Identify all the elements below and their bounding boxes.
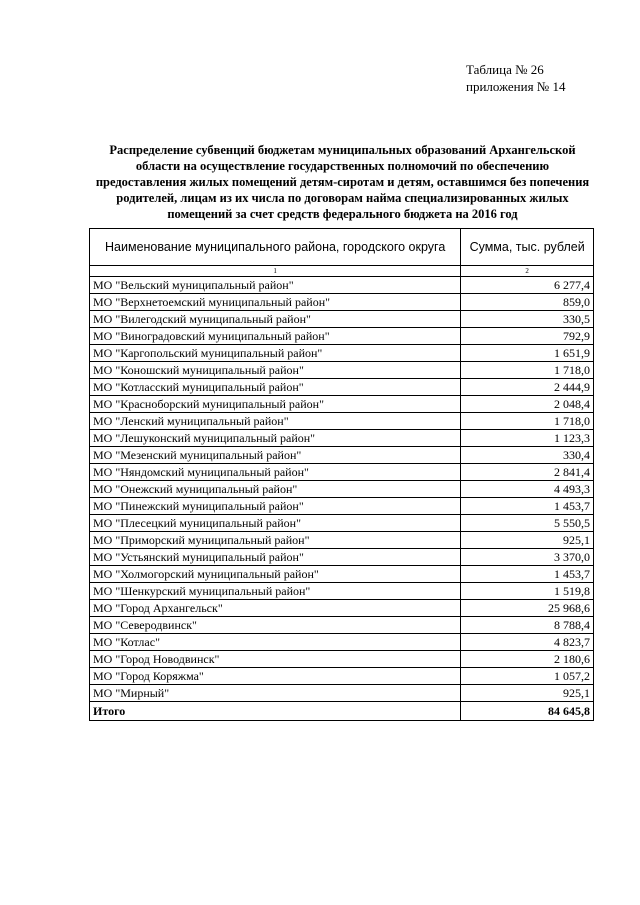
row-sum: 792,9 — [461, 328, 594, 345]
table-row — [90, 379, 594, 396]
row-name: МО "Котласский муниципальный район" — [90, 379, 461, 396]
row-name: МО "Лешуконский муниципальный район" — [90, 430, 461, 447]
row-sum: 2 180,6 — [461, 651, 594, 668]
row-sum: 1 519,8 — [461, 583, 594, 600]
row-name: МО "Няндомский муниципальный район" — [90, 464, 461, 481]
table-row — [90, 549, 594, 566]
row-sum: 1 057,2 — [461, 668, 594, 685]
row-sum: 925,1 — [461, 685, 594, 702]
row-sum: 330,4 — [461, 447, 594, 464]
table-row — [90, 464, 594, 481]
row-name: МО "Плесецкий муниципальный район" — [90, 515, 461, 532]
row-name: МО "Холмогорский муниципальный район" — [90, 566, 461, 583]
subvention-table — [89, 228, 594, 721]
row-name: МО "Ленский муниципальный район" — [90, 413, 461, 430]
table-row — [90, 617, 594, 634]
row-sum: 8 788,4 — [461, 617, 594, 634]
appendix-label: приложения № 14 — [466, 79, 566, 94]
row-sum: 4 493,3 — [461, 481, 594, 498]
table-row — [90, 583, 594, 600]
table-row — [90, 515, 594, 532]
row-name: МО "Красноборский муниципальный район" — [90, 396, 461, 413]
row-sum: 859,0 — [461, 294, 594, 311]
row-sum: 1 651,9 — [461, 345, 594, 362]
row-name: МО "Верхнетоемский муниципальный район" — [90, 294, 461, 311]
row-name: МО "Виноградовский муниципальный район" — [90, 328, 461, 345]
row-sum: 2 841,4 — [461, 464, 594, 481]
table-row — [90, 447, 594, 464]
total-row — [90, 702, 594, 721]
column-number-row — [90, 266, 594, 277]
row-name: МО "Котлас" — [90, 634, 461, 651]
col-name-header: Наименование муниципального района, городского округа — [90, 229, 461, 266]
row-sum: 3 370,0 — [461, 549, 594, 566]
total-sum: 84 645,8 — [461, 702, 594, 721]
table-row — [90, 566, 594, 583]
table-row — [90, 668, 594, 685]
row-sum: 1 453,7 — [461, 566, 594, 583]
row-name: МО "Вельский муниципальный район" — [90, 277, 461, 294]
table-header-row — [90, 229, 594, 266]
row-sum: 25 968,6 — [461, 600, 594, 617]
row-name: МО "Вилегодский муниципальный район" — [90, 311, 461, 328]
table-row — [90, 345, 594, 362]
table-row — [90, 311, 594, 328]
table-row — [90, 277, 594, 294]
row-name: МО "Мирный" — [90, 685, 461, 702]
row-sum: 1 718,0 — [461, 413, 594, 430]
col-sum-header: Сумма, тыс. рублей — [461, 229, 594, 266]
row-sum: 330,5 — [461, 311, 594, 328]
row-name: МО "Каргопольский муниципальный район" — [90, 345, 461, 362]
row-name: МО "Онежский муниципальный район" — [90, 481, 461, 498]
table-row — [90, 532, 594, 549]
row-name: МО "Шенкурский муниципальный район" — [90, 583, 461, 600]
table-row — [90, 294, 594, 311]
table-reference — [466, 61, 565, 95]
row-name: МО "Устьянский муниципальный район" — [90, 549, 461, 566]
row-sum: 5 550,5 — [461, 515, 594, 532]
row-name: МО "Город Архангельск" — [90, 600, 461, 617]
table-row — [90, 362, 594, 379]
row-sum: 1 453,7 — [461, 498, 594, 515]
table-row — [90, 328, 594, 345]
table-row — [90, 430, 594, 447]
row-sum: 1 123,3 — [461, 430, 594, 447]
table-number-label: Таблица № 26 — [466, 62, 544, 77]
row-sum: 1 718,0 — [461, 362, 594, 379]
row-name: МО "Пинежский муниципальный район" — [90, 498, 461, 515]
row-sum: 4 823,7 — [461, 634, 594, 651]
row-sum: 2 048,4 — [461, 396, 594, 413]
col-sum-number: 2 — [461, 266, 594, 277]
row-sum: 925,1 — [461, 532, 594, 549]
table-row — [90, 651, 594, 668]
col-name-number: 1 — [90, 266, 461, 277]
row-name: МО "Город Коряжма" — [90, 668, 461, 685]
row-sum: 6 277,4 — [461, 277, 594, 294]
row-name: МО "Город Новодвинск" — [90, 651, 461, 668]
row-name: МО "Северодвинск" — [90, 617, 461, 634]
row-name: МО "Мезенский муниципальный район" — [90, 447, 461, 464]
table-row — [90, 634, 594, 651]
table-row — [90, 413, 594, 430]
row-sum: 2 444,9 — [461, 379, 594, 396]
table-row — [90, 396, 594, 413]
row-name: МО "Приморский муниципальный район" — [90, 532, 461, 549]
total-label: Итого — [90, 702, 461, 721]
document-title: Распределение субвенций бюджетам муниципальных образований Архангельской области на осуществление государственных полномочий по обеспечению предоставления жилых помещений детям-сиротам и детям, оставшимся без попечения родителей, лицам из их числа по договорам найма специализированных жилых помещений за счет средств федерального бюджета на 2016 год — [95, 143, 590, 221]
table-row — [90, 498, 594, 515]
row-name: МО "Коношский муниципальный район" — [90, 362, 461, 379]
table-row — [90, 600, 594, 617]
table-row — [90, 685, 594, 702]
table-row — [90, 481, 594, 498]
